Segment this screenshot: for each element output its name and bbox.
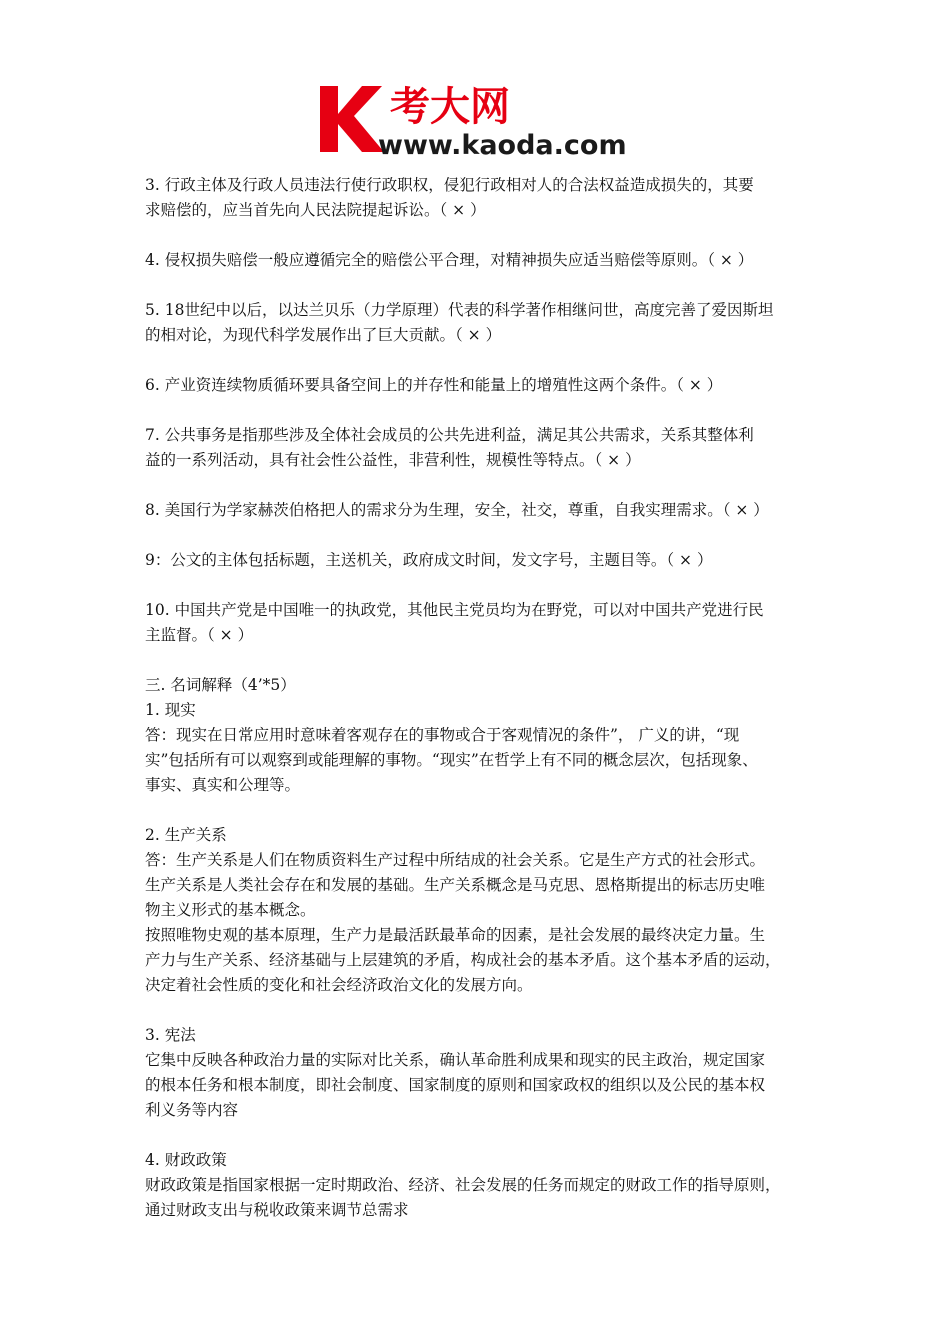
section-heading xyxy=(145,673,825,698)
judgement-line: 7. 公共事务是指那些涉及全体社会成员的公共先进利益，满足其公共需求，关系其整体利 xyxy=(145,426,754,444)
judgement-line: 8. 美国行为学家赫茨伯格把人的需求分为生理，安全，社交，尊重，自我实理需求。（ × ） xyxy=(145,501,769,519)
judgement-item xyxy=(145,498,825,523)
document-body xyxy=(145,173,825,1248)
term-definition-line: 它集中反映各种政治力量的实际对比关系，确认革命胜利成果和现实的民主政治，规定国家 xyxy=(145,1051,766,1069)
term-item xyxy=(145,1148,825,1223)
section3-heading: 三. 名词解释（4’*5） xyxy=(145,676,296,694)
judgement-line: 9：公文的主体包括标题，主送机关，政府成文时间，发文字号，主题目等。（ × ） xyxy=(145,551,713,569)
judgement-item xyxy=(145,298,825,348)
term-title: 3. 宪法 xyxy=(145,1026,196,1044)
judgement-line: 6. 产业资连续物质循环要具备空间上的并存性和能量上的增殖性这两个条件。（ × ） xyxy=(145,376,723,394)
judgement-line: 5. 18世纪中以后，以达兰贝乐（力学原理）代表的科学著作相继问世，高度完善了爱因斯坦 xyxy=(145,301,774,319)
judgement-item xyxy=(145,173,825,223)
judgement-line: 的相对论，为现代科学发展作出了巨大贡献。（ × ） xyxy=(145,326,502,344)
k-letter-icon xyxy=(320,86,384,152)
term-definition-line: 决定着社会性质的变化和社会经济政治文化的发展方向。 xyxy=(145,976,533,994)
term-definition-line: 事实、真实和公理等。 xyxy=(145,776,301,794)
term-item xyxy=(145,1023,825,1123)
judgement-item xyxy=(145,248,825,273)
judgement-item xyxy=(145,373,825,398)
term-title: 1. 现实 xyxy=(145,701,196,719)
term-definition-line: 财政政策是指国家根据一定时期政治、经济、社会发展的任务而规定的财政工作的指导原则， xyxy=(145,1176,781,1194)
term-definition-line: 通过财政支出与税收政策来调节总需求 xyxy=(145,1201,409,1219)
judgement-item xyxy=(145,598,825,648)
judgement-line: 4. 侵权损失赔偿一般应遵循完全的赔偿公平合理，对精神损失应适当赔偿等原则。（ × ） xyxy=(145,251,754,269)
judgement-line: 益的一系列活动，具有社会性公益性，非营利性，规模性等特点。（ × ） xyxy=(145,451,641,469)
term-title: 2. 生产关系 xyxy=(145,826,227,844)
term-definition-line: 生产关系是人类社会存在和发展的基础。生产关系概念是马克思、恩格斯提出的标志历史唯 xyxy=(145,876,766,894)
term-definition-line: 物主义形式的基本概念。 xyxy=(145,901,316,919)
kaoda-logo xyxy=(318,80,648,160)
judgement-line: 3. 行政主体及行政人员违法行使行政职权，侵犯行政相对人的合法权益造成损失的，其要 xyxy=(145,176,754,194)
judgement-list xyxy=(145,173,825,648)
term-title: 4. 财政政策 xyxy=(145,1151,227,1169)
term-definition-line: 答：现实在日常应用时意味着客观存在的事物或合于客观情况的条件”， 广义的讲，“现 xyxy=(145,726,740,744)
term-item xyxy=(145,823,825,998)
judgement-item xyxy=(145,423,825,473)
judgement-line: 求赔偿的，应当首先向人民法院提起诉讼。（ × ） xyxy=(145,201,486,219)
logo-url-text: www.kaoda.com xyxy=(378,130,627,160)
kaoda-logo-graphic xyxy=(318,80,648,160)
term-item xyxy=(145,698,825,798)
judgement-line: 10. 中国共产党是中国唯一的执政党，其他民主党员均为在野党，可以对中国共产党进行民 xyxy=(145,601,764,619)
judgement-line: 主监督。（ × ） xyxy=(145,626,254,644)
term-definition-line: 答：生产关系是人们在物质资料生产过程中所结成的社会关系。它是生产方式的社会形式。 xyxy=(145,851,766,869)
term-definition-line: 实”包括所有可以观察到或能理解的事物。“现实”在哲学上有不同的概念层次，包括现象、 xyxy=(145,751,758,769)
judgement-item xyxy=(145,548,825,573)
term-definition-line: 利义务等内容 xyxy=(145,1101,239,1119)
term-definition-line: 产力与生产关系、经济基础与上层建筑的矛盾，构成社会的基本矛盾。这个基本矛盾的运动， xyxy=(145,951,781,969)
term-list xyxy=(145,698,825,1223)
logo-brand-text: 考大网 xyxy=(390,84,510,130)
term-definition-line: 的根本任务和根本制度，即社会制度、国家制度的原则和国家政权的组织以及公民的基本权 xyxy=(145,1076,766,1094)
term-definition-line: 按照唯物史观的基本原理，生产力是最活跃最革命的因素，是社会发展的最终决定力量。生 xyxy=(145,926,766,944)
